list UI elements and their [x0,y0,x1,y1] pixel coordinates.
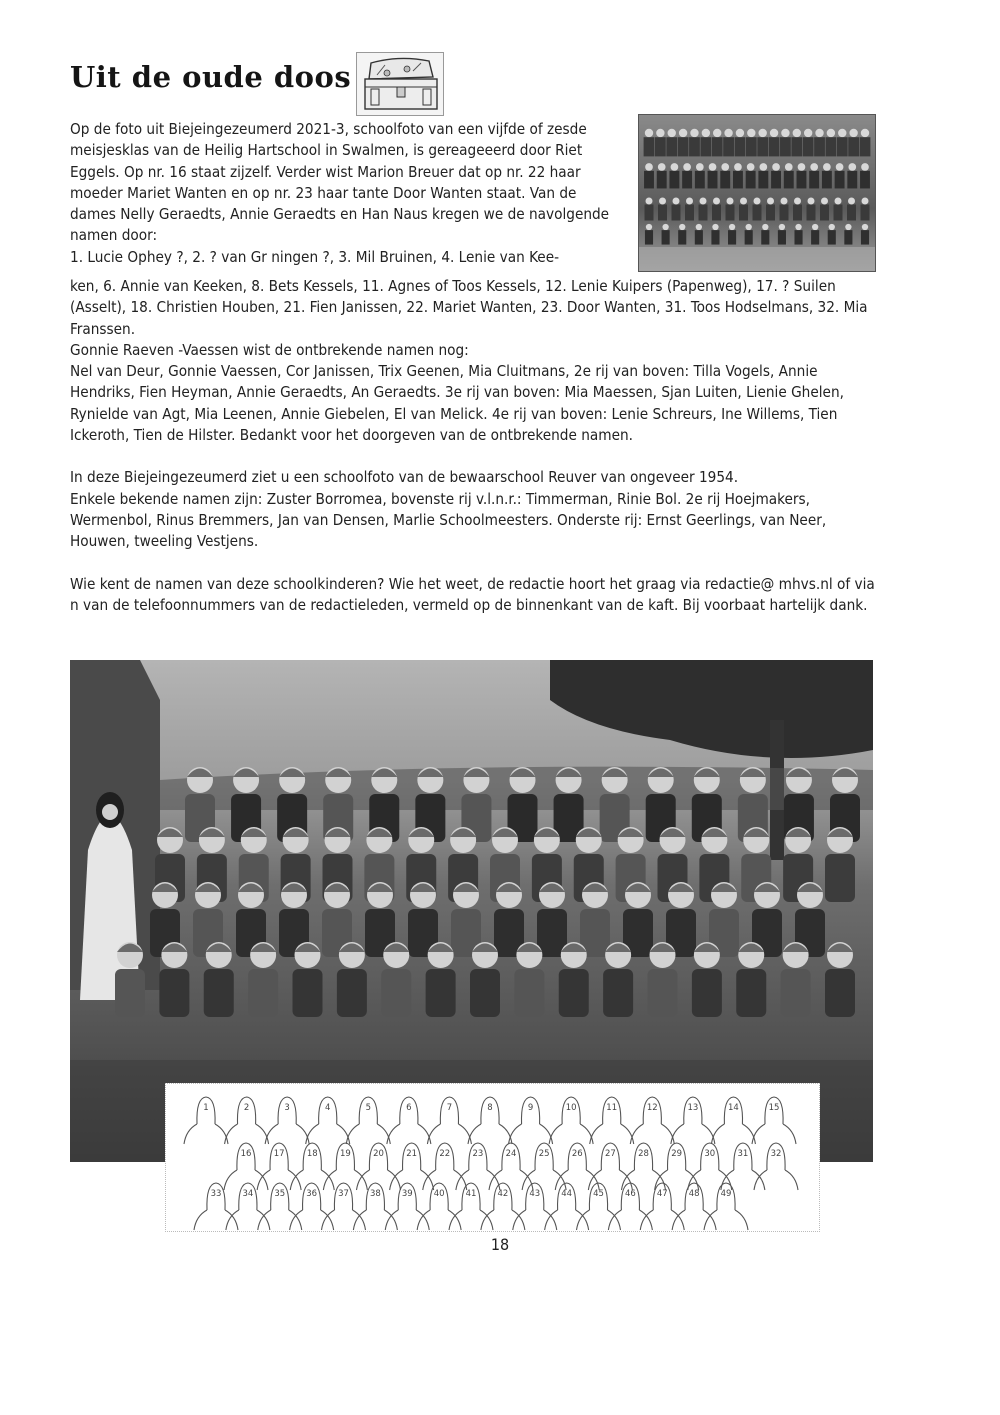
small-photo-face [849,129,857,137]
small-photo-body [678,137,689,156]
small-photo-body [685,205,694,221]
sketch-number: 22 [439,1149,451,1159]
small-photo-face [700,198,707,205]
child-body [115,969,145,1017]
small-photo-face [812,224,818,230]
child-body [248,969,278,1017]
sketch-shoulders [513,1210,557,1230]
sketch-shoulders [489,1170,533,1190]
small-photo-body [837,137,848,156]
small-photo-face [686,198,693,205]
sketch-shoulders [752,1124,796,1144]
sketch-shoulders [509,1124,553,1144]
small-photo-face [646,224,652,230]
small-photo-body [695,230,703,244]
intro-text: Op de foto uit Biejeingezeumerd 2021-3, schoolfoto van een vijfde of zesde meisjesklas van de Heilig Hartschool in Swalmen, is gereageeerd door Riet Eggels. Op nr. 16 staat zijzelf. Verder wist Marion Breuer dat op nr. 22 haar moeder Mariet Wanten en op nr. 23 haar tante Door Wanten staat. Van de dames Nelly Geraedts, Annie Geraedts en Han Naus kregen we de navolgende namen door: [70,120,610,245]
small-photo-face [798,163,806,171]
small-photo-body [784,171,794,189]
sketch-number: 46 [624,1189,636,1199]
small-photo-face [827,129,835,137]
small-photo-face [683,163,691,171]
small-photo-body [847,171,857,189]
sketch-number: 32 [770,1149,782,1159]
small-photo-body [797,171,807,189]
small-photo-face [724,129,732,137]
small-photo-body [847,205,856,221]
small-photo-body [811,230,819,244]
small-photo-body [753,205,762,221]
child-body [603,969,633,1017]
small-photo-body [766,205,775,221]
small-photo-face [815,129,823,137]
sketch-number: 25 [538,1149,550,1159]
small-photo-body [712,205,721,221]
sketch-shoulders [481,1210,525,1230]
small-photo-face [804,129,812,137]
sketch-shoulders [688,1170,732,1190]
sketch-shoulders [290,1210,334,1230]
small-photo-face [785,163,793,171]
new-photo-intro: In deze Biejeingezeumerd ziet u een schoolfoto van de bewaarschool Reuver van ongeveer 1954. [70,468,739,487]
sketch-shoulders [225,1124,269,1144]
small-photo-face [656,129,664,137]
small-photo-face [673,198,680,205]
small-photo-body [711,230,719,244]
small-photo-body [791,137,802,156]
sketch-shoulders [549,1124,593,1144]
child-body [648,969,678,1017]
sketch-number: 2 [243,1103,250,1113]
small-photo-body [700,137,711,156]
small-photo-body [758,171,768,189]
small-photo-body [848,137,859,156]
small-photo-body [644,171,654,189]
small-photo-face [740,198,747,205]
sketch-number: 10 [565,1103,577,1113]
small-photo-face [679,224,685,230]
small-photo-body [662,230,670,244]
small-photo-face [861,129,869,137]
sketch-number: 17 [273,1149,285,1159]
small-photo-body [645,230,653,244]
small-photo-body [809,171,819,189]
sketch-shoulders [456,1170,500,1190]
small-photo-face [645,163,653,171]
sketch-shoulders [184,1124,228,1144]
sketch-shoulders [357,1170,401,1190]
small-photo-body [825,137,836,156]
small-photo-body [746,137,757,156]
child-body [514,969,544,1017]
sketch-shoulders [672,1210,716,1230]
sketch-number: 19 [339,1149,351,1159]
nun-face [102,804,118,820]
small-photo-body [678,230,686,244]
sketch-number: 29 [671,1149,683,1159]
sketch-number: 37 [338,1189,349,1199]
sketch-number: 6 [406,1103,412,1113]
small-photo-face [781,129,789,137]
small-photo-body [682,171,692,189]
sketch-shoulders [671,1124,715,1144]
sketch-number: 8 [487,1103,493,1113]
sketch-shoulders [608,1210,652,1230]
small-photo-face [712,224,718,230]
small-photo-body [794,230,802,244]
gonnie-names: Nel van Deur, Gonnie Vaessen, Cor Janissen, Trix Geenen, Mia Cluitmans, 2e rij van boven: Tilla Vogels, Annie Hendriks, Fien Heyman, Annie Geraedts, An Geraedts. 3e rij van boven: Mia Maessen, Sjan Luiten, Lienie Ghelen, Rynielde van Agt, Mia Leenen, Annie Giebelen, El van Melick. 4e rij van boven: Lenie Schreurs, Ine Willems, Tien Ickeroth, Tien de Hilster. Bedankt voor het doorgeven van de ontbrekende namen. [70,362,844,445]
sketch-number: 21 [406,1149,418,1159]
sketch-number: 18 [306,1149,318,1159]
small-photo-body [712,137,723,156]
sketch-shoulders [590,1124,634,1144]
small-photo-body [746,171,756,189]
small-photo-body [699,205,708,221]
sketch-shoulders [322,1210,366,1230]
small-photo-face [729,224,735,230]
sketch-shoulders [427,1124,471,1144]
small-photo-face [861,163,869,171]
small-photo-body [735,137,746,156]
small-photo-face [754,198,761,205]
small-photo-body [822,171,832,189]
names-continued-block [70,276,876,616]
small-photo-face [662,224,668,230]
sketch-shoulders [588,1170,632,1190]
small-photo-face [671,163,679,171]
call-to-action: Wie kent de namen van deze schoolkinderen? Wie het weet, de redactie hoort het graag via redactie@ mhvs.nl of via n van de telefoonnummers van de redactieleden, vermeld op de binnenkant van de kaft. Bij voorbaat hartelijk dank. [70,574,875,614]
small-photo-face [835,198,842,205]
sketch-number: 20 [373,1149,384,1159]
small-photo-body [739,205,748,221]
sketch-number: 24 [505,1149,517,1159]
sketch-shoulders [545,1210,589,1230]
sketch-shoulders [630,1124,674,1144]
small-photo-body [726,205,735,221]
small-photo-face [679,129,687,137]
small-photo-face [668,129,676,137]
child-body [470,969,500,1017]
small-photo-face [838,129,846,137]
small-photo-face [762,224,768,230]
small-photo-body [844,230,852,244]
small-photo-body [669,171,679,189]
small-photo-body [835,171,845,189]
small-photo-body [672,205,681,221]
small-photo-body [803,137,814,156]
child-body [736,969,766,1017]
small-photo-body [745,230,753,244]
sketch-number: 9 [527,1103,534,1113]
sketch-number: 26 [571,1149,583,1159]
small-photo-body [780,137,791,156]
sketch-number: 27 [604,1149,616,1159]
small-photo-body [689,137,700,156]
sketch-shoulders [622,1170,666,1190]
small-photo-face [810,163,818,171]
sketch-number: 43 [529,1189,541,1199]
spacer [70,446,876,467]
small-photo-body [757,137,768,156]
small-photo-face [794,198,801,205]
small-photo-face [646,198,653,205]
numbered-key-sketch [165,1083,820,1232]
small-photo-body [807,205,816,221]
small-photo-body [771,171,781,189]
sketch-shoulders [323,1170,367,1190]
small-photo-body [708,171,718,189]
small-photo-body [644,137,655,156]
sketch-number: 13 [687,1103,699,1113]
small-photo-face [829,224,835,230]
child-body [825,854,855,902]
child-body [337,969,367,1017]
sketch-number: 44 [561,1189,573,1199]
sketch-number: 39 [401,1189,413,1199]
sketch-number: 4 [325,1103,331,1113]
sketch-number: 5 [365,1103,371,1113]
sketch-number: 23 [472,1149,484,1159]
small-photo-face [696,163,704,171]
small-photo-face [848,163,856,171]
small-photo-face [781,198,788,205]
sketch-number: 47 [656,1189,668,1199]
names-list-start: 1. Lucie Ophey ?, 2. ? van Gr ningen ?, 3. Mil Bruinen, 4. Lenie van Kee- [70,247,560,266]
sketch-number: 38 [369,1189,381,1199]
sketch-number: 31 [737,1149,749,1159]
sketch-shoulders [257,1170,301,1190]
sketch-number: 48 [688,1189,700,1199]
small-photo-body [655,137,666,156]
small-photo-body [769,137,780,156]
sketch-shoulders [224,1170,268,1190]
sketch-number: 35 [274,1189,286,1199]
small-photo-face [658,163,666,171]
names-continued: ken, 6. Annie van Keeken, 8. Bets Kessels, 11. Agnes of Toos Kessels, 12. Lenie Kuipers (Papenweg), 17. ? Suilen (Asselt), 18. Christien Houben, 21. Fien Janissen, 22. Mariet Wanten, 23. Door Wanten, 31. Toos Hodselmans, 32. Mia Franssen. [70,277,868,338]
small-photo-face [862,198,869,205]
small-photo-face [659,198,666,205]
sketch-shoulders [655,1170,699,1190]
sketch-number: 41 [465,1189,477,1199]
gonnie-intro: Gonnie Raeven -Vaessen wist de ontbrekende namen nog: [70,340,469,359]
small-photo-body [720,171,730,189]
small-photo-face [727,198,734,205]
sketch-shoulders [721,1170,765,1190]
small-photo-body [645,205,654,221]
small-photo-body [658,205,667,221]
small-photo-face [721,163,729,171]
small-photo-body [666,137,677,156]
small-photo-body [861,230,869,244]
sketch-number: 34 [242,1189,254,1199]
sketch-shoulders [258,1210,302,1230]
small-photo-body [814,137,825,156]
child-body [559,969,589,1017]
sketch-number: 11 [606,1103,618,1113]
sketch-number: 16 [240,1149,252,1159]
small-photo-body [778,230,786,244]
small-photo-face [845,224,851,230]
small-photo-body [860,171,870,189]
sketch-number: 3 [284,1103,290,1113]
small-photo-face [848,198,855,205]
small-photo-face [713,198,720,205]
sketch-number: 33 [210,1189,222,1199]
sketch-number: 7 [446,1103,453,1113]
child-body [692,969,722,1017]
small-photo-face [808,198,815,205]
sketch-shoulders [449,1210,493,1230]
child-body [825,969,855,1017]
sketch-shoulders [353,1210,397,1230]
sketch-shoulders [306,1124,350,1144]
sketch-number: 42 [497,1189,509,1199]
article-title: Uit de oude doos [70,60,352,94]
small-photo-face [747,129,755,137]
sketch-number: 1 [203,1103,209,1113]
spacer [70,553,876,574]
previous-class-photo [638,114,876,272]
sketch-shoulders [226,1210,270,1230]
child-body [426,969,456,1017]
small-photo-face [821,198,828,205]
known-names: Enkele bekende namen zijn: Zuster Borromea, bovenste rij v.l.n.r.: Timmerman, Rinie Bol. 2e rij Hoejmakers, Wermenbol, Rinus Bremmers, Jan van Densen, Marlie Schoolmeesters. Onderste rij: Ernst Geerlings, van Neer, Houwen, tweeling Vestjens. [70,489,827,551]
sketch-shoulders [385,1210,429,1230]
small-photo-face [696,224,702,230]
sketch-number: 36 [306,1189,318,1199]
small-photo-face [823,163,831,171]
sketch-number: 30 [704,1149,716,1159]
small-photo-face [736,129,744,137]
sketch-shoulders [417,1210,461,1230]
small-photo-face [770,129,778,137]
small-photo-body [861,205,870,221]
small-photo-face [793,129,801,137]
small-photo-face [795,224,801,230]
small-photo-body [780,205,789,221]
sketch-number: 45 [593,1189,604,1199]
small-photo-body [834,205,843,221]
small-photo-face [767,198,774,205]
sketch-shoulders [194,1210,238,1230]
small-photo-face [836,163,844,171]
intro-paragraph [70,119,626,268]
child-body [781,969,811,1017]
sketch-shoulders [387,1124,431,1144]
small-photo-face [734,163,742,171]
sketch-shoulders [711,1124,755,1144]
small-photo-body [728,230,736,244]
small-photo-face [645,129,653,137]
small-photo-body [723,137,734,156]
sketch-number: 28 [638,1149,649,1159]
small-photo-face [772,163,780,171]
child-body [204,969,234,1017]
small-photo-face [713,129,721,137]
page-number: 18 [490,1235,510,1254]
sketch-shoulders [290,1170,334,1190]
sketch-number: 12 [646,1103,658,1113]
small-photo-body [828,230,836,244]
small-photo-face [746,224,752,230]
small-photo-body [657,171,667,189]
small-photo-body [695,171,705,189]
small-photo-body [820,205,829,221]
small-photo-body [793,205,802,221]
sketch-number: 49 [720,1189,732,1199]
sketch-shoulders [265,1124,309,1144]
child-body [293,969,323,1017]
sketch-number: 15 [768,1103,780,1113]
sketch-shoulders [754,1170,798,1190]
sketch-number: 40 [433,1189,445,1199]
sketch-shoulders [704,1210,748,1230]
small-photo-face [758,129,766,137]
child-body [381,969,411,1017]
treasure-chest-illustration [356,52,444,116]
small-photo-face [862,224,868,230]
small-photo-face [690,129,698,137]
child-body [159,969,189,1017]
sketch-shoulders [577,1210,621,1230]
small-photo-body [733,171,743,189]
sketch-number: 14 [728,1103,739,1113]
sketch-shoulders [346,1124,390,1144]
small-photo-face [779,224,785,230]
small-photo-body [761,230,769,244]
sketch-shoulders [640,1210,684,1230]
sketch-shoulders [390,1170,434,1190]
sketch-shoulders [468,1124,512,1144]
small-photo-face [702,129,710,137]
small-photo-face [709,163,717,171]
small-photo-body [860,137,871,156]
small-photo-face [747,163,755,171]
small-photo-face [760,163,768,171]
